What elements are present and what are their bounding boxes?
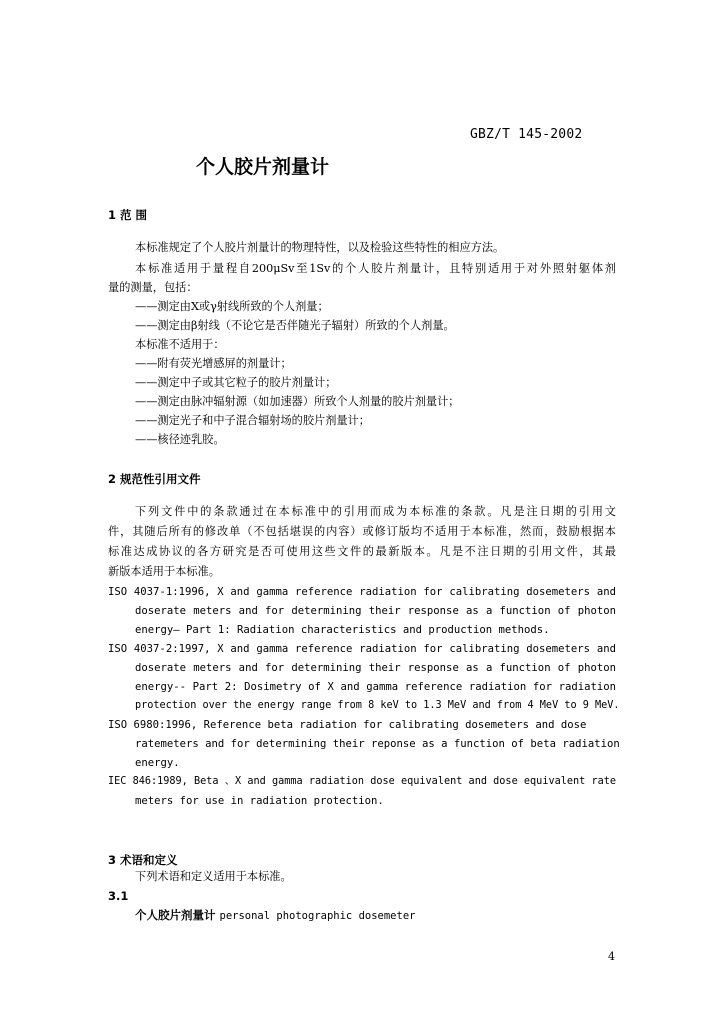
document-title: 个人胶片剂量计 xyxy=(196,156,330,178)
page-number: 4 xyxy=(608,950,615,963)
reference-line: energy— Part 1: Radiation characteristics and production methods. xyxy=(135,624,550,636)
list-item: ——测定中子或其它粒子的胶片剂量计； xyxy=(135,376,337,389)
reference-line: ISO 6980:1996, Reference beta radiation for calibrating dosemeters and dose xyxy=(108,719,587,731)
paragraph-line: 本标准规定了个人胶片剂量计的物理特性，以及检验这些特性的相应方法。 xyxy=(135,241,505,254)
list-item: ——测定由β射线（不论它是否伴随光子辐射）所致的个人剂量。 xyxy=(135,319,455,332)
reference-line: meters for use in radiation protection. xyxy=(135,795,384,807)
reference-line: ratemeters and for determining their reponse as a function of beta radiation xyxy=(135,738,620,750)
reference-line: energy-- Part 2: Dosimetry of X and gamma reference radiation for radiation xyxy=(135,681,616,693)
list-item: ——核径迹乳胶。 xyxy=(135,433,225,446)
reference-line: IEC 846:1989, Beta 、X and gamma radiation dose equivalent and dose equivalent rate xyxy=(108,776,616,787)
reference-line: energy. xyxy=(135,757,180,769)
section-heading-normative-references: 2 规范性引用文件 xyxy=(108,472,201,486)
reference-line: ISO 4037-1:1996, X and gamma reference radiation for calibrating dosemeters and xyxy=(108,586,616,598)
paragraph-line: 件，其随后所有的修改单（不包括堪误的内容）或修订版均不适用于本标准，然而，鼓励根据本 xyxy=(108,525,616,538)
paragraph-line: 本标准不适用于： xyxy=(135,338,225,351)
list-item: ——附有荧光增感屏的剂量计； xyxy=(135,357,292,370)
list-item: ——测定由脉冲辐射源（如加速器）所致个人剂量的胶片剂量计； xyxy=(135,395,460,408)
section-heading-terms: 3 术语和定义 xyxy=(108,853,178,867)
term-definition xyxy=(135,908,616,923)
subsection-number: 3.1 xyxy=(108,889,129,903)
list-item: ——测定由X或γ射线所致的个人剂量； xyxy=(135,300,329,313)
term-chinese: 个人胶片剂量计 xyxy=(135,908,216,922)
standard-number: GBZ/T 145-2002 xyxy=(470,127,583,142)
reference-line: doserate meters and for determining their response as a function of photon xyxy=(135,605,616,617)
paragraph-line: 量的测量，包括： xyxy=(108,281,198,294)
reference-line: protection over the energy range from 8 keV to 1.3 MeV and from 4 MeV to 9 MeV. xyxy=(135,700,620,711)
paragraph-line: 下列文件中的条款通过在本标准中的引用而成为本标准的条款。凡是注日期的引用文 xyxy=(135,505,616,518)
paragraph-line: 下列术语和定义适用于本标准。 xyxy=(135,870,292,883)
list-item: ——测定光子和中子混合辐射场的胶片剂量计； xyxy=(135,414,370,427)
paragraph-line: 本标准适用于量程自200μSv至1Sv的个人胶片剂量计，且特别适用于对外照射躯体剂 xyxy=(135,262,616,275)
section-heading-scope: 1 范 围 xyxy=(108,208,148,222)
reference-line: ISO 4037-2:1997, X and gamma reference radiation for calibrating dosemeters and xyxy=(108,643,616,655)
term-english: personal photographic dosemeter xyxy=(219,910,416,922)
paragraph-line: 新版本适用于本标准。 xyxy=(108,565,220,578)
paragraph-line: 标准达成协议的各方研究是否可使用这些文件的最新版本。凡是不注日期的引用文件，其最 xyxy=(108,545,616,558)
reference-line: doserate meters and for determining their response as a function of photon xyxy=(135,662,616,674)
